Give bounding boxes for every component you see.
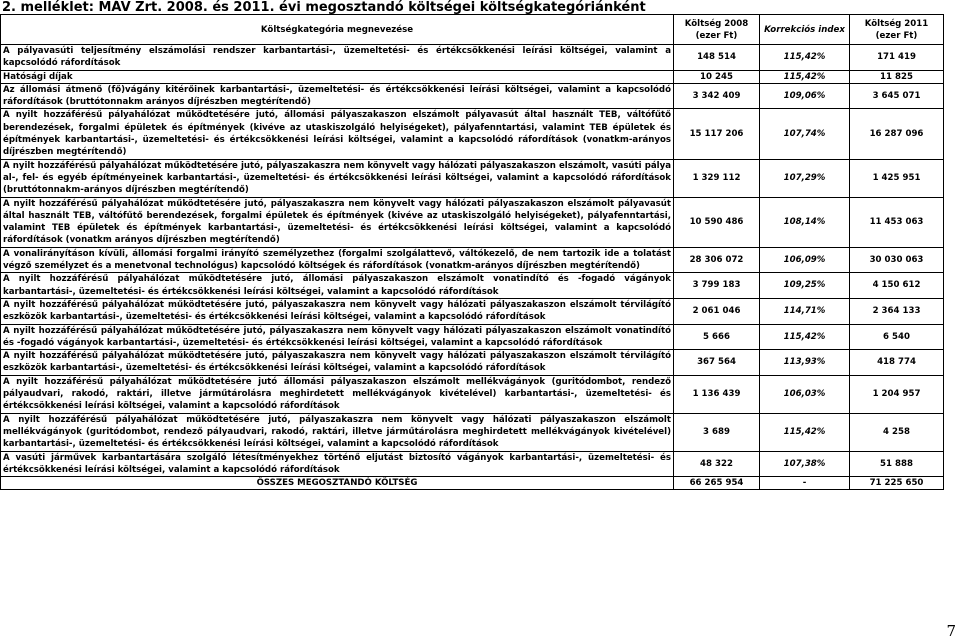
row-description: Hatósági díjak — [1, 70, 674, 83]
row-description: A vasúti járművek karbantartására szolgáló létesítményekhez történő eljutást biztosító vágányok karbantartási-, üzemeltetési- és értékcsökkenési leírási költségei, valamint a kapcsolódó ráfordítások — [1, 451, 674, 477]
row-cost-2011: 51 888 — [850, 451, 944, 477]
row-cost-2008: 2 061 046 — [674, 298, 760, 324]
row-cost-2008: 5 666 — [674, 324, 760, 350]
table-row — [1, 45, 944, 71]
cost-table — [0, 14, 944, 490]
row-cost-2008: 3 799 183 — [674, 273, 760, 299]
row-index: 114,71% — [760, 298, 850, 324]
total-cost-2008: 66 265 954 — [674, 477, 760, 490]
row-cost-2008: 15 117 206 — [674, 109, 760, 159]
row-cost-2011: 16 287 096 — [850, 109, 944, 159]
row-cost-2011: 4 258 — [850, 413, 944, 451]
header-cost-2011: Költség 2011 (ezer Ft) — [850, 15, 944, 45]
row-cost-2008: 3 689 — [674, 413, 760, 451]
row-index: 115,42% — [760, 70, 850, 83]
header-category: Költségkategória megnevezése — [1, 15, 674, 45]
page-number: 7 — [946, 622, 956, 640]
row-cost-2011: 4 150 612 — [850, 273, 944, 299]
row-description: A nyilt hozzáférésű pályahálózat működtetésére jutó, pályaszakaszra nem könyvelt vagy hálózati pályaszakaszon elszámolt, vasúti pálya al-, fel- és egyéb építményeinek karbantartási-, üzemeltetési- és értékcsökkenési leírási költségei, valamint a kapcsolódó ráfordítások (bruttótonnakm-arányos díjrészben megtérítendő) — [1, 159, 674, 197]
row-description: A nyilt hozzáférésű pályahálózat működtetésére jutó, pályaszakaszra nem könyvelt vagy hálózati pályaszakaszon elszámolt mellékvágányok (guritódombot, rendező pályaudvari, rakodó, raktári, illetve járműtárolásra meghirdetett mellékvágányok kivételével) karbantartási-, üzemeltetési- és értékcsökkenési leírási költségei, valamint a kapcsolódó ráfordítások — [1, 413, 674, 451]
row-cost-2011: 6 540 — [850, 324, 944, 350]
row-cost-2011: 418 774 — [850, 350, 944, 376]
row-index: 113,93% — [760, 350, 850, 376]
row-index: 115,42% — [760, 413, 850, 451]
row-cost-2008: 3 342 409 — [674, 83, 760, 109]
row-cost-2011: 171 419 — [850, 45, 944, 71]
total-label: ÖSSZES MEGOSZTANDÓ KÖLTSÉG — [1, 477, 674, 490]
header-cost-2008: Költség 2008 (ezer Ft) — [674, 15, 760, 45]
total-row — [1, 477, 944, 490]
row-cost-2008: 10 590 486 — [674, 197, 760, 247]
table-row — [1, 324, 944, 350]
page-title: 2. melléklet: MÁV Zrt. 2008. és 2011. évi megosztandó költségei költségkategóriánként — [2, 0, 646, 15]
table-row — [1, 413, 944, 451]
total-index: - — [760, 477, 850, 490]
row-cost-2008: 48 322 — [674, 451, 760, 477]
row-description: A nyilt hozzáférésű pályahálózat működtetésére jutó, állomási pályaszakaszon elszámolt vonatindító és -fogadó vágányok karbantartási-, üzemeltetési- és értékcsökkenési leírási költségei, valamint a kapcsolódó ráfordítások — [1, 273, 674, 299]
row-cost-2008: 1 329 112 — [674, 159, 760, 197]
table-row — [1, 273, 944, 299]
row-cost-2008: 1 136 439 — [674, 375, 760, 413]
row-description: A pályavasúti teljesítmény elszámolási rendszer karbantartási-, üzemeltetési- és értékcsökkenési leírási költségei, valamint a kapcsolódó ráfordítások — [1, 45, 674, 71]
row-description: A nyilt hozzáférésű pályahálózat működtetésére jutó, pályaszakaszra nem könyvelt vagy hálózati pályaszakaszon elszámolt pályavasút által használt TEB, váltófűtő berendezések, forgalmi épületek és építmények (kivéve az utaskiszolgáló helyiségeket), pályafenntartási, valamint TEB épületek és építmények karbantartási-, üzemeltetési- és értékcsökkenési leírási költségei, valamint a kapcsolódó ráfordítások (vonatkm arányos díjrészben megtérítendő) — [1, 197, 674, 247]
row-description: A vonalirányításon kívüli, állomási forgalmi irányító személyzethez (forgalmi szolgálattevő, váltókezelő, de nem tartozik ide a tolatást végző személyzet és a menetvonal technológus) kapcsolódó költségek és ráfordítások (vonatkm-arányos díjrészben megtérítendő) — [1, 247, 674, 273]
row-description: Az állomási átmenő (fő)vágány kitérőinek karbantartási-, üzemeltetési- és értékcsökkenési leírási költségei, valamint a kapcsolódó ráfordítások (bruttótonnakm arányos díjrészben megtérítendő) — [1, 83, 674, 109]
row-description: A nyilt hozzáférésű pályahálózat működtetésére jutó állomási pályaszakaszon elszámolt mellékvágányok (guritódombot, rendező pályaudvari, rakodó, raktári, illetve járműtárolásra meghirdetett mellékvágányok kivételével) karbantartási-, üzemeltetési- és értékcsökkenési leírási költségei, valamint a kapcsolódó ráfordítások — [1, 375, 674, 413]
row-index: 115,42% — [760, 324, 850, 350]
row-index: 107,29% — [760, 159, 850, 197]
row-description: A nyilt hozzáférésű pályahálózat működtetésére jutó, állomási pályaszakaszon elszámolt pályavasút által használt TEB, váltófűtő berendezések, forgalmi épületek és építmények (kivéve az utaskiszolgáló helyiségeket), pályafenntartási, valamint TEB épületek és építmények karbantartási-, üzemeltetési- és értékcsökkenési leírási költségei, valamint a kapcsolódó ráfordítások (vonatkm-arányos díjrészben megtérítendő) — [1, 109, 674, 159]
row-index: 106,09% — [760, 247, 850, 273]
row-cost-2011: 2 364 133 — [850, 298, 944, 324]
table-row — [1, 159, 944, 197]
table-row — [1, 197, 944, 247]
table-row — [1, 298, 944, 324]
table-row — [1, 109, 944, 159]
row-cost-2008: 148 514 — [674, 45, 760, 71]
total-cost-2011: 71 225 650 — [850, 477, 944, 490]
header-index: Korrekciós index — [760, 15, 850, 45]
row-cost-2011: 30 030 063 — [850, 247, 944, 273]
row-index: 107,74% — [760, 109, 850, 159]
row-index: 109,06% — [760, 83, 850, 109]
row-index: 109,25% — [760, 273, 850, 299]
table-row — [1, 83, 944, 109]
row-cost-2011: 1 425 951 — [850, 159, 944, 197]
row-index: 108,14% — [760, 197, 850, 247]
row-description: A nyilt hozzáférésű pályahálózat működtetésére jutó, pályaszakaszra nem könyvelt vagy hálózati pályaszakaszon elszámolt térvilágító eszközök karbantartási-, üzemeltetési- és értékcsökkenési leírási költségei, valamint a kapcsolódó ráfordítások — [1, 350, 674, 376]
row-cost-2011: 11 453 063 — [850, 197, 944, 247]
row-cost-2008: 28 306 072 — [674, 247, 760, 273]
row-cost-2011: 11 825 — [850, 70, 944, 83]
row-description: A nyilt hozzáférésű pályahálózat működtetésére jutó, pályaszakaszra nem könyvelt vagy hálózati pályaszakaszon elszámolt vonatindító és -fogadó vágányok karbantartási-, üzemeltetési- és értékcsökkenési leírási költségei, valamint a kapcsolódó ráfordítások — [1, 324, 674, 350]
row-index: 107,38% — [760, 451, 850, 477]
table-row — [1, 247, 944, 273]
row-cost-2011: 3 645 071 — [850, 83, 944, 109]
table-header-row — [1, 15, 944, 45]
row-cost-2008: 10 245 — [674, 70, 760, 83]
table-row — [1, 375, 944, 413]
table-row — [1, 350, 944, 376]
table-row — [1, 70, 944, 83]
row-description: A nyilt hozzáférésű pályahálózat működtetésére jutó, pályaszakaszra nem könyvelt vagy hálózati pályaszakaszon elszámolt térvilágító eszközök karbantartási-, üzemeltetési- és értékcsökkenési leírási költségei, valamint a kapcsolódó ráfordítások — [1, 298, 674, 324]
row-index: 106,03% — [760, 375, 850, 413]
row-index: 115,42% — [760, 45, 850, 71]
table-row — [1, 451, 944, 477]
row-cost-2008: 367 564 — [674, 350, 760, 376]
row-cost-2011: 1 204 957 — [850, 375, 944, 413]
